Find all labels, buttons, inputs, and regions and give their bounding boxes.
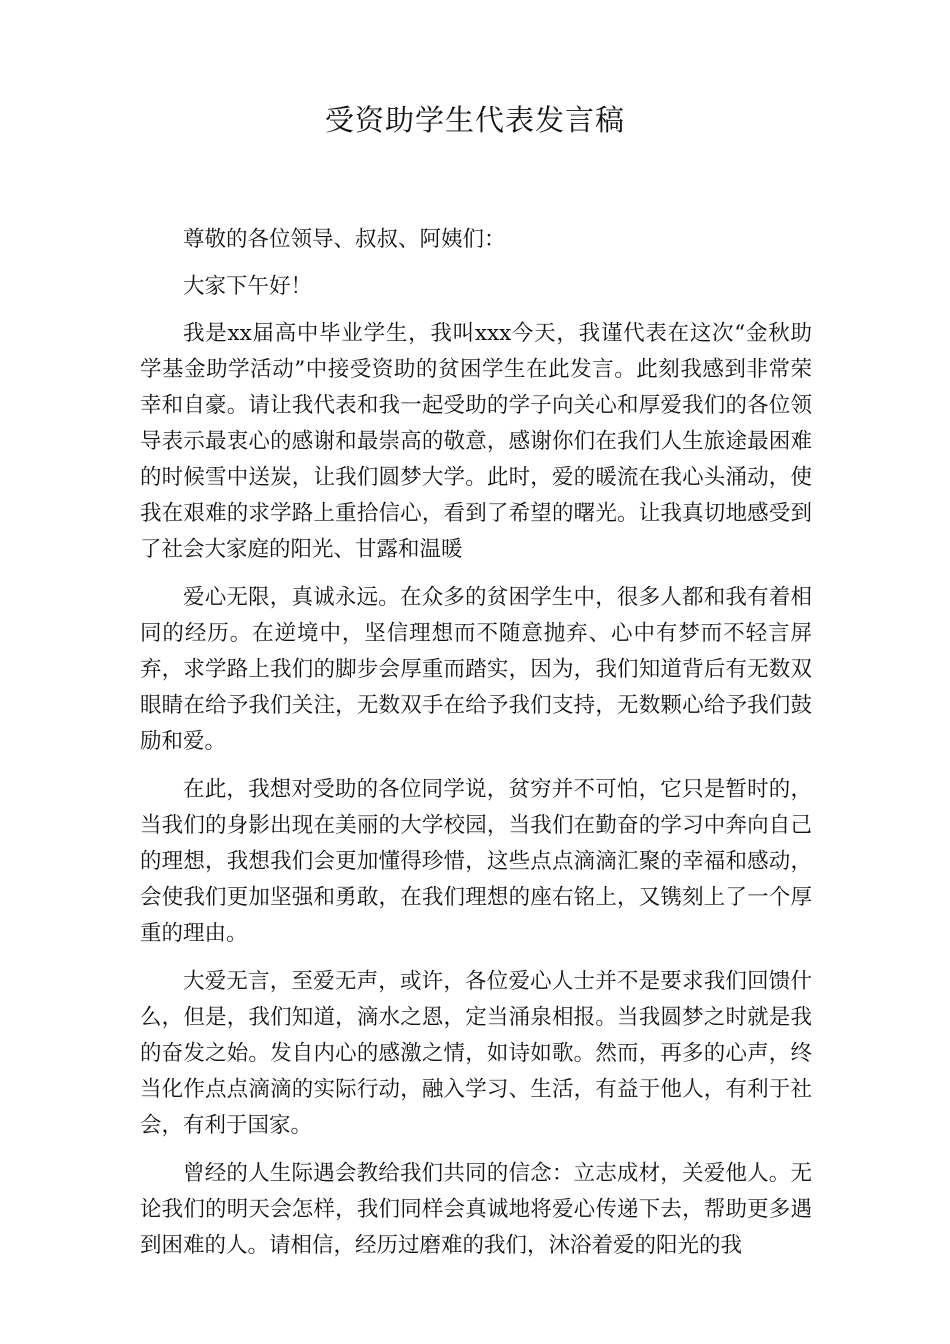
salutation-paragraph: 尊敬的各位领导、叔叔、阿姨们： [183,227,506,252]
body-paragraph: 爱心无限，真诚永远。在众多的贫困学生中，很多人都和我有着相同的经历。在逆境中，坚信理想而不随意抛弃、心中有梦而不轻言屏弃，求学路上我们的脚步会厚重而踏实，因为，我们知道背后有无数双眼睛在给予我们关注，无数双手在给予我们支持，无数颗心给予我们鼓励和爱。 [140,585,812,754]
body-paragraph: 曾经的人生际遇会教给我们共同的信念：立志成材，关爱他人。无论我们的明天会怎样，我们同样会真诚地将爱心传递下去，帮助更多遇到困难的人。请相信，经历过磨难的我们，沐浴着爱的阳光的我 [140,1161,812,1258]
body-paragraph: 大爱无言，至爱无声，或许，各位爱心人士并不是要求我们回馈什么，但是，我们知道，滴水之恩，定当涌泉相报。当我圆梦之时就是我的奋发之始。发自内心的感激之情，如诗如歌。然而，再多的心声，终当化作点点滴滴的实际行动，融入学习、生活，有益于他人，有利于社会，有利于国家。 [140,969,812,1138]
greeting-paragraph: 大家下午好！ [183,274,313,299]
body-paragraph: 我是xx届高中毕业学生，我叫xxx今天，我谨代表在这次“金秋助学基金助学活动”中接受资助的贫困学生在此发言。此刻我感到非常荣幸和自豪。请让我代表和我一起受助的学子向关心和厚爱我们的各位领导表示最衷心的感谢和最崇高的敬意，感谢你们在我们人生旅途最困难的时候雪中送炭，让我们圆梦大学。此时，爱的暖流在我心头涌动，使我在艰难的求学路上重拾信心，看到了希望的曙光。让我真切地感受到了社会大家庭的阳光、甘露和温暖 [140,321,812,562]
document-body [140,222,812,1276]
body-paragraph: 在此，我想对受助的各位同学说，贫穷并不可怕，它只是暂时的，当我们的身影出现在美丽的大学校园，当我们在勤奋的学习中奔向自己的理想，我想我们会更加懂得珍惜，这些点点滴滴汇聚的幸福和感动，会使我们更加坚强和勇敢，在我们理想的座右铭上，又镌刻上了一个厚重的理由。 [140,777,812,946]
document-title: 受资助学生代表发言稿 [324,103,625,137]
